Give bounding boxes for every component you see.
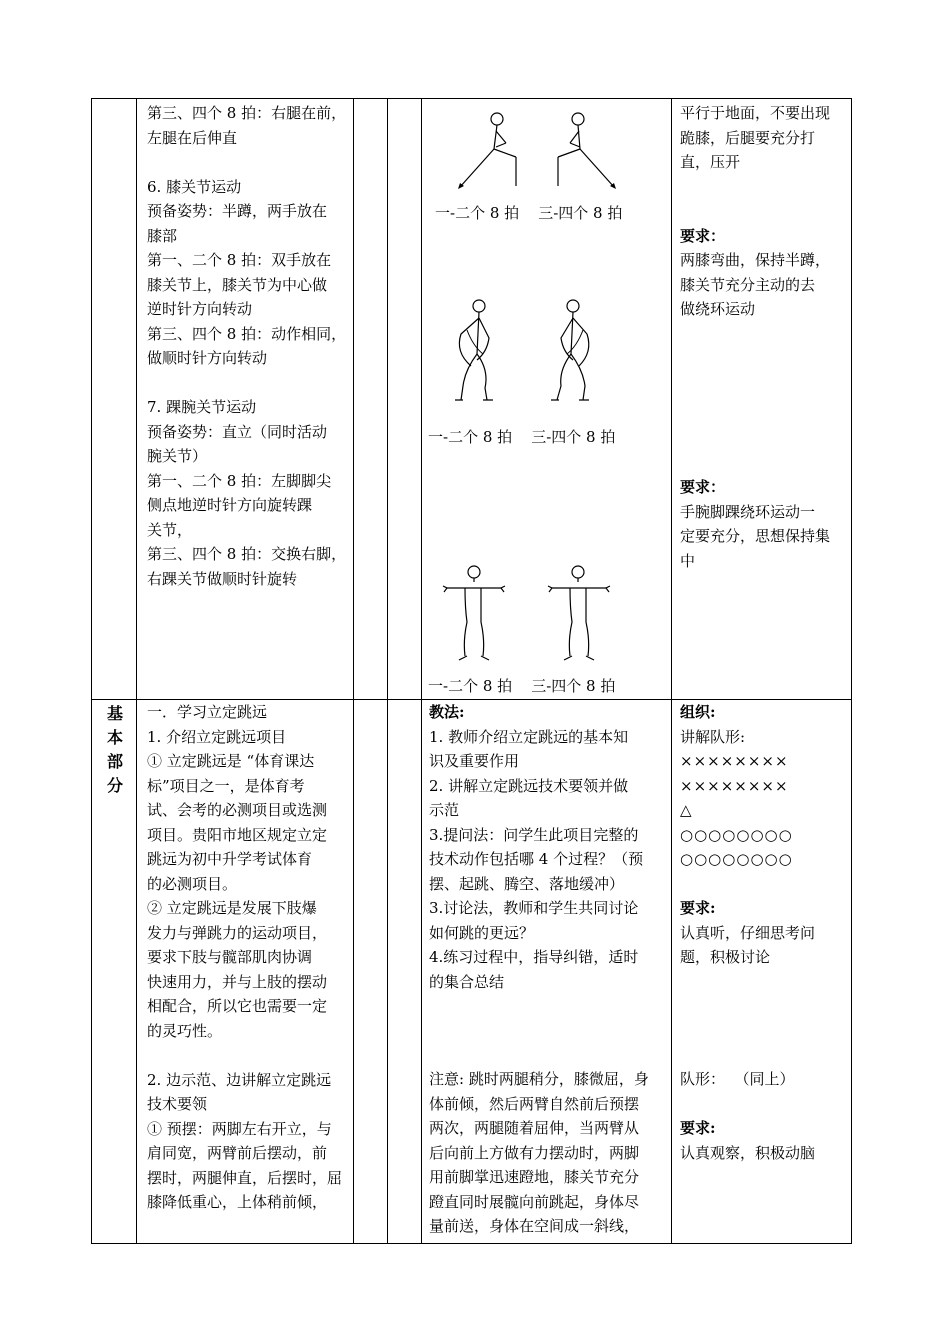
lesson-plan-table <box>91 98 852 1244</box>
content-line: 试、会考的必测项目或选测 <box>147 801 328 819</box>
method-line: 如何跳的更远？ <box>429 923 535 942</box>
content-line: ① 立定跳远是 “体育课达 <box>147 752 315 770</box>
content-line: 腕关节） <box>147 447 208 465</box>
method-line: 摆、起跳、腾空、落地缓冲） <box>429 874 625 893</box>
content-line: 侧点地逆时针方向旋转踝 <box>147 496 313 514</box>
formation-note: 队形： （同上） <box>680 1070 795 1088</box>
method-line: 3.提问法：问学生此项目完整的 <box>429 825 639 844</box>
top-requirements-cell <box>680 101 848 322</box>
method-line: 2. 讲解立定跳远技术要领并做 <box>429 776 629 795</box>
content-line: 第一、二个 8 拍：左脚脚尖 <box>147 471 332 490</box>
content-line: 关节， <box>147 520 193 539</box>
content-line: 预备姿势：直立（同时活动 <box>147 422 328 441</box>
content-line: 的灵巧性。 <box>147 1021 223 1040</box>
bottom-content-cell <box>147 700 347 1215</box>
content-line: 要求下肢与髋部肌肉协调 <box>147 948 313 966</box>
content-line: 第一、二个 8 拍：双手放在 <box>147 251 332 269</box>
knee-rotation-stick-figure-left <box>447 294 507 409</box>
content-line: 膝部 <box>147 226 178 245</box>
content-line: 跳远为初中升学考试体育 <box>147 850 313 868</box>
method-line: 识及重要作用 <box>429 752 520 770</box>
content-line: 7. 踝腕关节运动 <box>147 398 257 416</box>
knee-rotation-stick-figure-right <box>539 294 599 409</box>
section-label-char: 基 <box>106 704 123 723</box>
content-line: 第三、四个 8 拍：右腿在前， <box>147 104 347 122</box>
column-divider <box>136 99 137 1243</box>
requirement-heading: 要求: <box>680 1119 716 1137</box>
content-line: ① 预摆：两脚左右开立，与 <box>147 1119 332 1138</box>
content-line: 第三、四个 8 拍：动作相同， <box>147 324 347 343</box>
requirement-line: 两膝弯曲，保持半蹲， <box>680 251 831 269</box>
requirement-line: 跪膝，后腿要充分打 <box>680 128 816 147</box>
requirement-line: 膝关节充分主动的去 <box>680 275 816 294</box>
requirement-heading: 要求： <box>680 478 726 496</box>
top-requirements-cell-2 <box>680 475 848 573</box>
requirement-line: 平行于地面，不要出现 <box>680 104 831 122</box>
bottom-organization-cell-2 <box>680 1067 848 1165</box>
teacher-marker: △ <box>680 801 692 819</box>
content-line: 右踝关节做顺时针旋转 <box>147 569 298 588</box>
figure-caption: 一-二个 8 拍 三-四个 8 拍 <box>428 677 616 695</box>
bottom-organization-cell <box>680 700 848 970</box>
method-note-line: 用前脚掌迅速蹬地，膝关节充分 <box>429 1168 640 1186</box>
content-line: 快速用力，并与上肢的摆动 <box>147 972 328 991</box>
organization-line: 讲解队形: <box>680 727 746 746</box>
method-line: 4.练习过程中，指导纠错，适时 <box>429 948 639 966</box>
content-line: 一．学习立定跳远 <box>147 703 268 721</box>
top-content-cell <box>147 101 347 591</box>
method-note-line: 体前倾，然后两臂自然前后预摆 <box>429 1094 640 1113</box>
content-line: 逆时针方向转动 <box>147 300 253 318</box>
bottom-method-note-cell <box>429 1067 671 1239</box>
ankle-rotation-stick-figure-left <box>441 564 511 664</box>
content-line: 左腿在后伸直 <box>147 128 238 147</box>
section-label-char: 本 <box>106 728 123 747</box>
section-label-basic-part <box>102 702 128 798</box>
content-line: 1. 介绍立定跳远项目 <box>147 727 287 746</box>
bottom-method-cell <box>429 700 669 994</box>
formation-row: ×××××××× <box>680 776 789 795</box>
formation-row: ○○○○○○○○ <box>680 825 793 844</box>
lunge-stick-figure-left <box>454 109 534 191</box>
method-note-line: 蹬直同时展髋向前跳起，身体尽 <box>429 1192 640 1211</box>
content-line: 标”项目之一，是体育考 <box>147 776 305 795</box>
formation-row: ×××××××× <box>680 752 789 770</box>
method-line: 1. 教师介绍立定跳远的基本知 <box>429 727 629 746</box>
content-line: 膝关节上，膝关节为中心做 <box>147 275 328 294</box>
content-line: 发力与弹跳力的运动项目， <box>147 923 328 942</box>
content-line: 摆时，两腿伸直，后摆时，屈 <box>147 1168 343 1187</box>
requirement-line: 直，压开 <box>680 153 741 171</box>
content-line: 做顺时针方向转动 <box>147 349 268 367</box>
content-line: 的必测项目。 <box>147 874 238 893</box>
method-note-line: 注意: 跳时两腿稍分，膝微屈，身 <box>429 1070 649 1088</box>
requirement-heading: 要求： <box>680 226 726 245</box>
content-line: 肩同宽，两臂前后摆动，前 <box>147 1144 328 1162</box>
formation-row: ○○○○○○○○ <box>680 850 793 868</box>
section-label-char: 部 <box>106 752 123 771</box>
figure-caption: 一-二个 8 拍 三-四个 8 拍 <box>428 428 616 446</box>
content-line: 6. 膝关节运动 <box>147 177 242 196</box>
organization-heading: 组织: <box>680 703 716 721</box>
figure-caption: 一-二个 8 拍 三-四个 8 拍 <box>435 204 623 222</box>
column-divider <box>353 99 354 1243</box>
method-note-line: 量前送，身体在空间成一斜线， <box>429 1217 640 1235</box>
ankle-rotation-stick-figure-right <box>544 564 614 664</box>
content-line: 第三、四个 8 拍：交换右脚， <box>147 545 347 563</box>
content-line: 相配合，所以它也需要一定 <box>147 997 328 1015</box>
column-divider <box>671 99 672 1243</box>
requirement-line: 认真听，仔细思考问 <box>680 923 816 942</box>
column-divider <box>387 99 388 1243</box>
method-line: 3.讨论法，教师和学生共同讨论 <box>429 899 639 917</box>
method-line: 示范 <box>429 801 460 819</box>
content-line: ② 立定跳远是发展下肢爆 <box>147 899 317 917</box>
content-line: 项目。贵阳市地区规定立定 <box>147 825 328 844</box>
requirement-line: 题，积极讨论 <box>680 948 771 966</box>
content-line: 2. 边示范、边讲解立定跳远 <box>147 1070 332 1089</box>
method-note-line: 两次，两腿随着屈伸，当两臂从 <box>429 1119 640 1137</box>
method-line: 的集合总结 <box>429 972 505 991</box>
content-line: 预备姿势：半蹲，两手放在 <box>147 202 328 220</box>
requirement-line: 做绕环运动 <box>680 300 756 318</box>
requirement-line: 中 <box>680 551 696 570</box>
requirement-line: 定要充分，思想保持集 <box>680 527 831 545</box>
section-label-char: 分 <box>106 776 123 795</box>
requirement-heading: 要求: <box>680 899 716 917</box>
requirement-line: 手腕脚踝绕环运动一 <box>680 502 816 521</box>
method-heading: 教法: <box>429 703 465 721</box>
method-line: 技术动作包括哪 4 个过程？（预 <box>429 850 644 868</box>
method-note-line: 后向前上方做有力摆动时，两脚 <box>429 1143 640 1162</box>
content-line: 膝降低重心，上体稍前倾， <box>147 1193 328 1211</box>
column-divider <box>421 99 422 1243</box>
content-line: 技术要领 <box>147 1095 208 1113</box>
lunge-stick-figure-right <box>544 109 624 191</box>
requirement-line: 认真观察，积极动脑 <box>680 1143 816 1162</box>
